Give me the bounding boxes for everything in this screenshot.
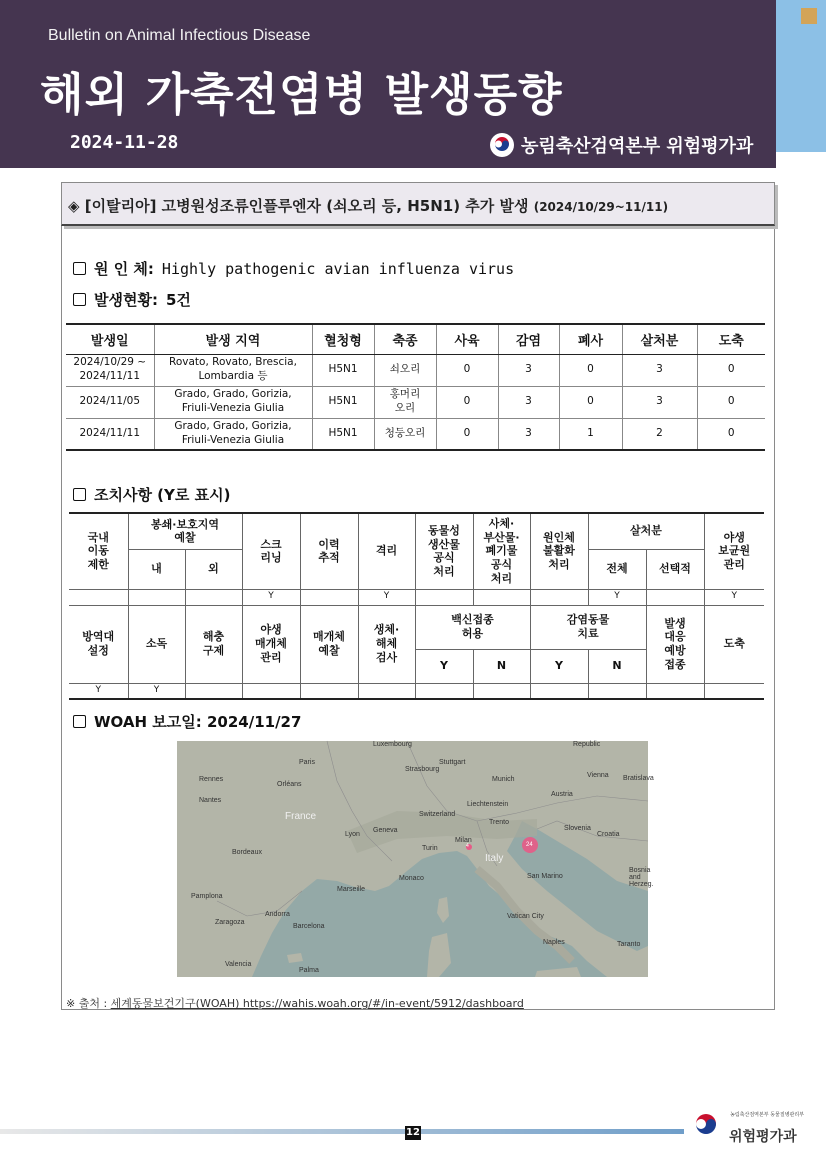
map-label: Croatia [597,831,620,838]
footnote-link[interactable]: 세계동물보건기구(WOAH) https://wahis.woah.org/#/in-event/5912/dashboard [110,997,524,1010]
map-label: France [285,811,317,822]
map-label: Marseille [337,886,366,893]
table-cell: 2024/10/29 ~ 2024/11/11 [66,354,154,386]
col-header: 사육 [436,324,498,354]
table-cell: 0 [436,386,498,418]
checkbox-square-icon [73,715,86,728]
map-label: San Marino [527,873,563,880]
map-label: Bordeaux [232,849,262,856]
measure-subheader: Y [415,649,473,683]
measure-header: 생체· 해체 검사 [358,605,415,683]
measure-header: 동물성 생산물 공식 처리 [415,513,473,589]
measures-label: 조치사항 (Y로 표시) [94,486,231,504]
col-header: 발생일 [66,324,154,354]
measure-subheader: 내 [128,549,185,589]
measure-value [473,683,530,699]
measure-header: 격리 [358,513,415,589]
map-label: Nantes [199,797,222,804]
col-header: 감염 [498,324,559,354]
col-header: 폐사 [559,324,622,354]
measures-values-row-1 [69,589,764,605]
table-cell: 2 [622,418,697,450]
col-header: 축종 [374,324,436,354]
status-line [73,289,191,310]
table-header-row [66,324,765,354]
measure-value: Y [588,589,646,605]
measure-header: 발생 대응 예방 접종 [646,605,704,683]
table-cell: 0 [559,354,622,386]
map-label: Vienna [587,772,609,779]
bulletin-subtitle: Bulletin on Animal Infectious Disease [48,27,311,44]
table-cell: 쇠오리 [374,354,436,386]
measure-value: Y [242,589,300,605]
map-label: Monaco [399,875,424,882]
map-label: Taranto [617,941,641,948]
outbreak-table [66,323,765,451]
table-cell: 3 [622,354,697,386]
map-label: Geneva [373,827,398,834]
table-cell: 청둥오리 [374,418,436,450]
measure-value: Y [358,589,415,605]
table-cell: 홍머리 오리 [374,386,436,418]
table-cell: H5N1 [312,418,374,450]
measure-header: 백신접종 허용 [415,605,530,649]
map-label: Milan [455,837,472,844]
table-cell: 1 [559,418,622,450]
status-value: 5건 [165,291,191,309]
map-label: Turin [422,845,438,852]
map-label: Munich [492,776,515,783]
status-label: 발생현황: [94,291,158,309]
table-cell: 3 [622,386,697,418]
outbreak-map [177,741,654,977]
source-footnote [66,995,524,1011]
map-label: Bosnia and Herzeg. [629,867,654,888]
map-label: Zaragoza [215,919,245,926]
table-cell: 2024/11/05 [66,386,154,418]
col-header: 혈청형 [312,324,374,354]
measure-subheader: Y [530,649,588,683]
col-header: 발생 지역 [154,324,312,354]
map-label: Orléans [277,781,302,788]
measure-header: 매개체 예찰 [300,605,358,683]
map-label: Bratislava [623,775,654,782]
map-label: Strasbourg [405,766,440,773]
measures-header-row-1 [69,513,764,549]
map-label: Liechtenstein [467,801,509,808]
measure-value [704,683,764,699]
measure-header: 방역대 설정 [69,605,128,683]
measure-header: 야생 보균원 관리 [704,513,764,589]
map-label: Italy [485,853,504,864]
table-cell: 0 [559,386,622,418]
footer-bar [0,1129,684,1134]
footer-org-small: 농림축산검역본부 동물질병관리부 [730,1112,805,1118]
measures-values-row-2 [69,683,764,699]
header-banner [0,0,776,168]
woah-label: WOAH 보고일: 2024/11/27 [94,713,302,731]
measure-value: Y [69,683,128,699]
table-cell: Grado, Grado, Gorizia, Friuli-Venezia Giulia [154,386,312,418]
map-label: Naples [543,939,565,946]
taegeuk-logo-icon [489,132,515,158]
measure-value [300,589,358,605]
measure-value: Y [128,683,185,699]
map-label: Rennes [199,776,224,783]
measure-header: 스크 리닝 [242,513,300,589]
measure-value [415,589,473,605]
table-row [66,418,765,450]
measure-value [473,589,530,605]
woah-line [73,711,301,732]
pathogen-line [73,258,514,279]
table-cell: 3 [498,354,559,386]
pathogen-value: Highly pathogenic avian influenza virus [161,259,515,278]
checkbox-square-icon [73,488,86,501]
table-cell: 0 [697,418,765,450]
map-label: Slovenia [564,825,591,832]
map-label: Stuttgart [439,759,466,766]
table-cell: Rovato, Rovato, Brescia, Lombardia 등 [154,354,312,386]
section-period: (2024/10/29~11/11) [533,200,669,214]
table-cell: 3 [498,418,559,450]
map-label: Republic [573,741,601,748]
measure-value [415,683,473,699]
map-label: Pamplona [191,893,223,900]
table-row [66,386,765,418]
measure-value [646,683,704,699]
col-header: 도축 [697,324,765,354]
measure-header: 야생 매개체 관리 [242,605,300,683]
measure-value [530,683,588,699]
table-cell: 0 [697,354,765,386]
map-label: Barcelona [293,923,325,930]
cluster-count-small: 4 [466,843,469,849]
measure-subheader: 외 [185,549,242,589]
measure-value [530,589,588,605]
map-label: Paris [299,759,315,766]
measure-value [128,589,185,605]
table-cell: Grado, Grado, Gorizia, Friuli-Venezia Giulia [154,418,312,450]
map-landmass [177,741,648,977]
table-row [66,354,765,386]
measure-subheader: N [473,649,530,683]
page-title: 해외 가축전염병 발생동향 [40,68,563,121]
measure-header: 원인체 불활화 처리 [530,513,588,589]
table-cell: 0 [436,418,498,450]
measure-header: 봉쇄·보호지역 예찰 [128,513,242,549]
page-number: 12 [406,1127,420,1138]
measure-header: 소독 [128,605,185,683]
section-title: ◈ [이탈리아] 고병원성조류인플루엔자 (쇠오리 등, H5N1) 추가 발생 [68,197,529,215]
measure-header: 감염동물 치료 [530,605,646,649]
measure-value [242,683,300,699]
measure-value [358,683,415,699]
measure-value [185,589,242,605]
map-label: Luxembourg [373,741,412,748]
measure-subheader: 전체 [588,549,646,589]
map-label: Andorra [265,911,290,918]
table-cell: 0 [697,386,765,418]
col-header: 살처분 [622,324,697,354]
measure-value [646,589,704,605]
taegeuk-logo-icon [688,1107,724,1143]
measure-header: 이력 추적 [300,513,358,589]
table-cell: 0 [436,354,498,386]
table-cell: H5N1 [312,386,374,418]
measures-line [73,484,230,505]
map-label: Switzerland [419,811,456,818]
table-cell: 3 [498,386,559,418]
org-badge [489,132,753,158]
issue-date: 2024-11-28 [70,132,179,153]
checkbox-square-icon [73,262,86,275]
footer-org: 위험평가과 [729,1129,797,1145]
map-label: Austria [551,791,573,798]
measure-header: 국내 이동 제한 [69,513,128,589]
measure-value [185,683,242,699]
checkbox-square-icon [73,293,86,306]
measure-value: Y [704,589,764,605]
map-label: Trento [489,819,509,826]
measures-table [69,512,764,700]
map-label: Valencia [225,961,252,968]
measure-value [69,589,128,605]
measure-subheader: 선택적 [646,549,704,589]
org-name: 농림축산검역본부 위험평가과 [521,136,754,157]
cluster-count-large: 24 [526,842,533,848]
measures-header-row-2 [69,605,764,649]
measure-header: 사체· 부산물· 폐기물 공식 처리 [473,513,530,589]
measure-header: 살처분 [588,513,704,549]
map-label: Vatican City [507,913,544,920]
measure-header: 도축 [704,605,764,683]
footnote-prefix: ※ 출처 : [66,997,111,1010]
section-heading [61,182,775,226]
pathogen-label: 원 인 체: [94,260,154,278]
table-cell: 2024/11/11 [66,418,154,450]
measure-value [300,683,358,699]
table-cell: H5N1 [312,354,374,386]
map-label: Palma [299,967,319,974]
header-corner-square [801,8,817,24]
measure-subheader: N [588,649,646,683]
map-label: Lyon [345,831,360,838]
measure-header: 해충 구제 [185,605,242,683]
measure-value [588,683,646,699]
